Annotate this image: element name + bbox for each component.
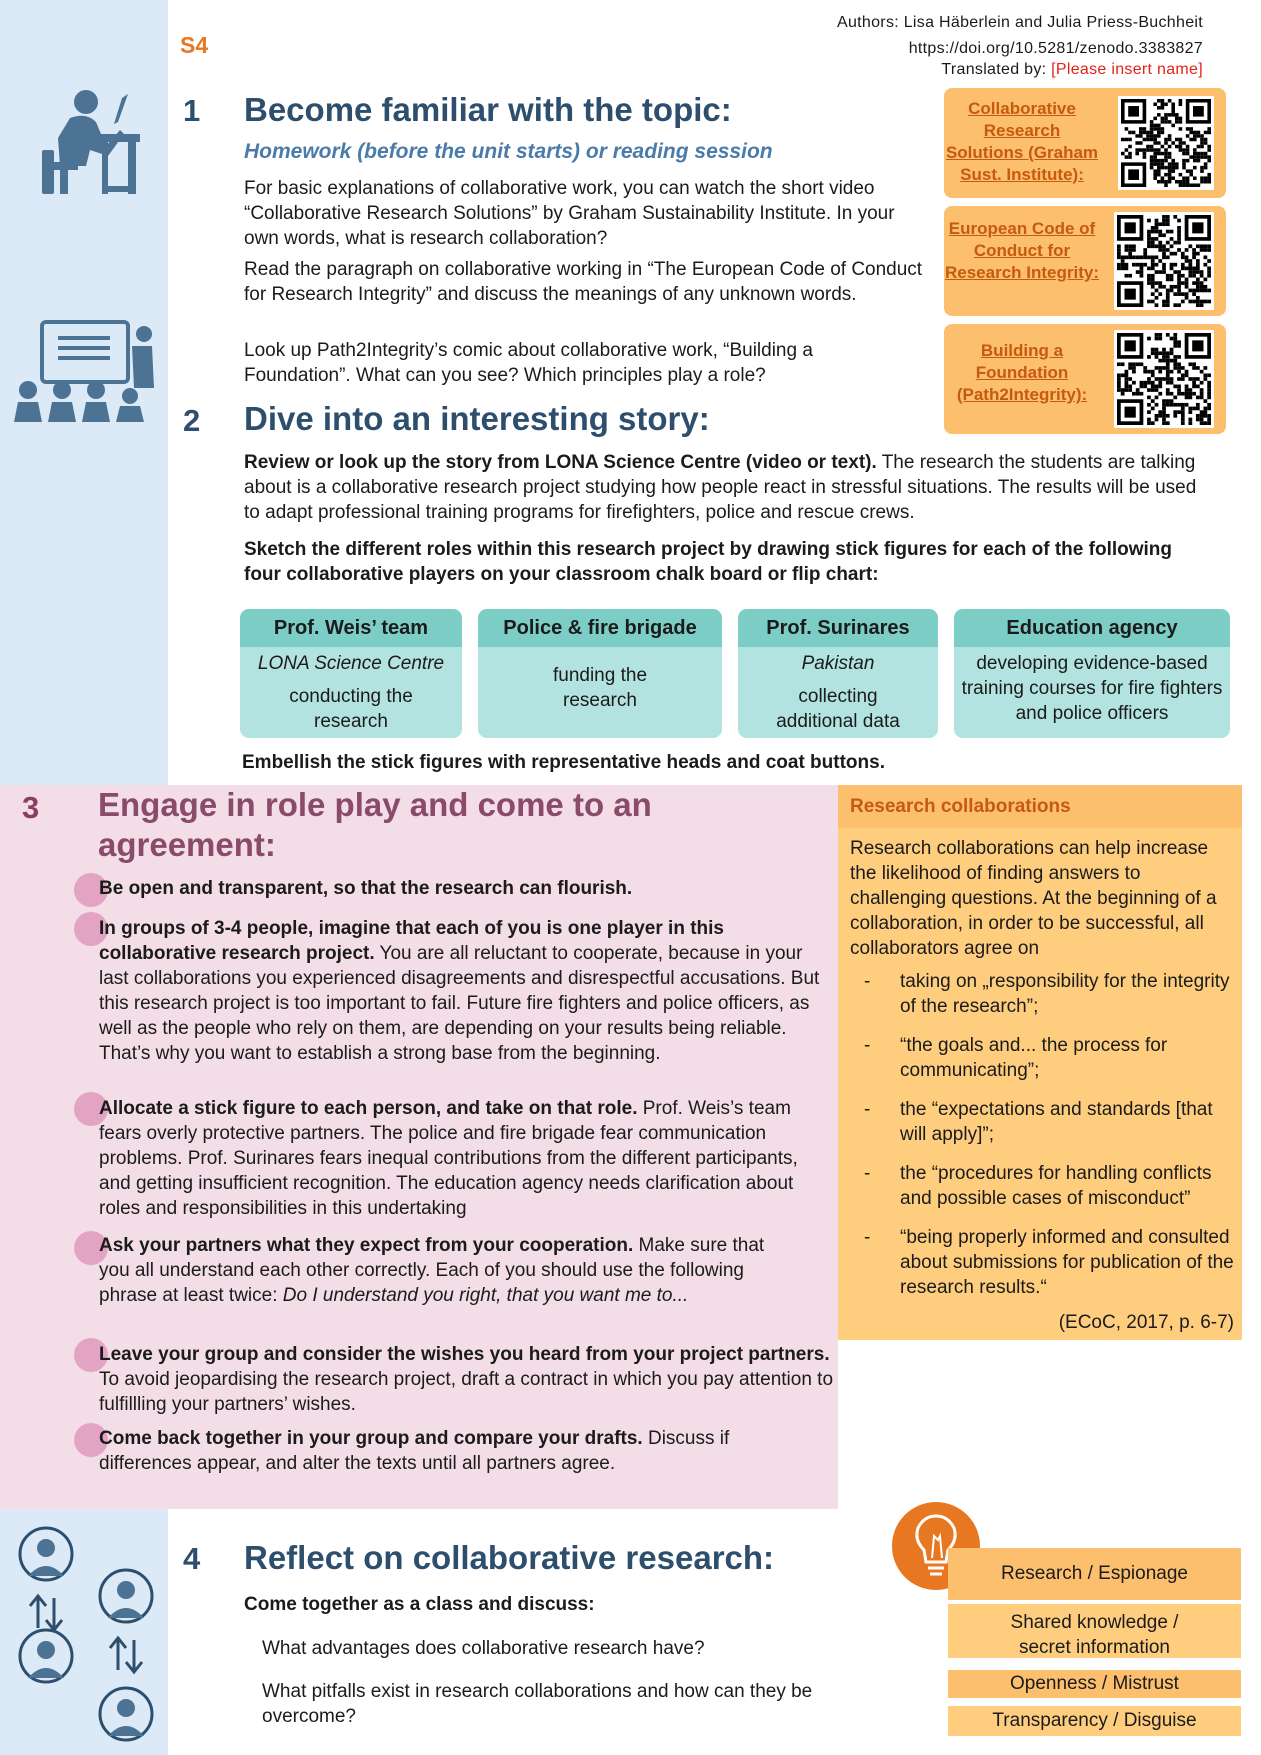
bullet-text: Discuss if differences appear, and alter the texts until all partners agree. bbox=[99, 1428, 730, 1474]
collab-item-text: the “procedures for handling conflicts and possible cases of misconduct” bbox=[900, 1163, 1212, 1209]
bullet-text: Make sure that you all understand each other correctly. Each of you should use the following phrase at least twice: bbox=[99, 1235, 765, 1306]
collab-item-text: taking on „responsibility for the integrity of the research”; bbox=[900, 971, 1230, 1017]
presentation-board-audience-icon bbox=[10, 318, 156, 422]
collab-item-text: “the goals and... the process for communicating”; bbox=[900, 1035, 1168, 1081]
bullet-bold: Ask your partners what they expect from your cooperation. bbox=[99, 1235, 634, 1256]
citation: (ECoC, 2017, p. 6-7) bbox=[1058, 1312, 1234, 1333]
list-dash: - bbox=[864, 1099, 871, 1120]
discussion-question: What advantages does collaborative research have? bbox=[262, 1638, 705, 1659]
bullet-bold: Allocate a stick figure to each person, and take on that role. bbox=[99, 1098, 638, 1119]
section3-bullet bbox=[99, 1096, 834, 1221]
section2-intro-text: The research the students are talking about is a collaborative research project studying how people react in stressful situations. The results will be used to adapt professional training programs for firefighters, police and rescue crews. bbox=[244, 452, 1197, 523]
section3-bullet bbox=[99, 916, 834, 1066]
authors-line: Authors: Lisa Häberlein and Julia Priess-Buchheit bbox=[837, 14, 1203, 31]
bullet-text: Prof. Weis’s team fears overly protective partners. The police and fire brigade fear communication problems. Prof. Surinares fears inequal contributions from the different participants, and getting insufficient recognition. The education agency needs clarification about roles and responsibilities in this undertaking bbox=[99, 1098, 798, 1219]
research-collaborations-title: Research collaborations bbox=[838, 785, 1242, 828]
sheet-code: S4 bbox=[180, 32, 209, 58]
qr-link-label[interactable]: Building a Foundation (Path2Integrity): bbox=[956, 341, 1088, 404]
contrast-pair: Shared knowledge / secret information bbox=[948, 1604, 1241, 1658]
bullet-bold: Leave your group and consider the wishes you heard from your project partners. bbox=[99, 1344, 830, 1365]
role-card-place: Pakistan bbox=[801, 653, 875, 674]
research-collaborations-box bbox=[838, 785, 1242, 1340]
qr-code-icon bbox=[1114, 212, 1214, 310]
qr-card[interactable] bbox=[944, 206, 1226, 316]
role-card-title: Education agency bbox=[954, 609, 1230, 647]
section1-subtitle: Homework (before the unit starts) or reading session bbox=[244, 140, 773, 163]
role-card bbox=[240, 609, 462, 738]
section3-bullet bbox=[99, 1426, 799, 1476]
list-dash: - bbox=[864, 1227, 871, 1248]
student-at-desk-icon bbox=[28, 88, 140, 196]
section2-number: 2 bbox=[183, 403, 201, 438]
section4-title: Reflect on collaborative research: bbox=[244, 1539, 775, 1576]
list-dash: - bbox=[864, 1035, 871, 1056]
section1-number: 1 bbox=[183, 93, 201, 128]
section2-embellish-note: Embellish the stick figures with representative heads and coat buttons. bbox=[242, 752, 885, 773]
section2-intro-bold: Review or look up the story from LONA Science Centre (video or text). bbox=[244, 452, 877, 473]
contrast-pair: Research / Espionage bbox=[948, 1548, 1241, 1600]
section3-title: Engage in role play and come to an agreement: bbox=[98, 786, 652, 863]
list-dash: - bbox=[864, 1163, 871, 1184]
contrast-pair: Transparency / Disguise bbox=[948, 1706, 1241, 1736]
section3-bullet bbox=[99, 876, 834, 901]
section3-bullet bbox=[99, 1342, 834, 1417]
doi-link[interactable]: https://doi.org/10.5281/zenodo.3383827 bbox=[908, 40, 1203, 57]
list-dash: - bbox=[864, 971, 871, 992]
contrast-pair: Openness / Mistrust bbox=[948, 1670, 1241, 1698]
section3-bullet bbox=[99, 1233, 767, 1308]
bullet-text: To avoid jeopardising the research project, draft a contract in which you pay attention to fulfillling your partners’ wishes. bbox=[99, 1369, 834, 1415]
translated-value: [Please insert name] bbox=[1051, 61, 1203, 78]
translated-line bbox=[941, 61, 1203, 79]
bullet-bold: In groups of 3-4 people, imagine that each of you is one player in this collaborative research project. bbox=[99, 918, 724, 964]
bullet-text: You are all reluctant to cooperate, because in your last collaborations you experienced disagreements and disrespectful accusations. But this research project is too important to fail. Future fire fighters and police officers, as well as the people who rely on them, are depending on your results being reliable. That’s why you want to establish a strong base from the beginning. bbox=[99, 943, 820, 1064]
section1-paragraph: Look up Path2Integrity’s comic about collaborative work, “Building a Foundation”. What can you see? Which principles play a role? bbox=[244, 340, 813, 386]
role-card-task: funding the research bbox=[552, 665, 648, 711]
role-card bbox=[478, 609, 722, 738]
role-card-title: Police & fire brigade bbox=[478, 609, 722, 647]
section4-number: 4 bbox=[183, 1541, 201, 1576]
qr-card[interactable] bbox=[944, 88, 1226, 198]
qr-link-label[interactable]: Collaborative Research Solutions (Graham Sust. Institute): bbox=[945, 99, 1099, 184]
section2-sketch-instruction: Sketch the different roles within this research project by drawing stick figures for each of the following four collaborative players on your classroom chalk board or flip chart: bbox=[244, 539, 1173, 585]
role-card-task: developing evidence-based training courses for fire fighters and police officers bbox=[961, 653, 1223, 724]
section1-paragraph: For basic explanations of collaborative work, you can watch the short video “Collaborative Research Solutions” by Graham Sustainability Institute. In your own words, what is research collaboration? bbox=[244, 178, 895, 249]
bullet-italic: Do I understand you right, that you want me to... bbox=[282, 1285, 689, 1306]
role-card-title: Prof. Surinares bbox=[738, 609, 938, 647]
collab-item-text: the “expectations and standards [that will apply]”; bbox=[900, 1099, 1213, 1145]
role-card-task: collecting additional data bbox=[776, 686, 900, 732]
role-card-place: LONA Science Centre bbox=[257, 653, 445, 674]
role-card bbox=[954, 609, 1230, 738]
section3-number: 3 bbox=[22, 790, 40, 825]
role-card-task: conducting the research bbox=[289, 686, 413, 732]
collab-item-text: “being properly informed and consulted about submissions for publication of the research results.“ bbox=[900, 1227, 1234, 1298]
qr-code-icon bbox=[1114, 330, 1214, 428]
qr-link-label[interactable]: European Code of Conduct for Research Integrity: bbox=[945, 219, 1099, 282]
research-collaborations-intro: Research collaborations can help increase the likelihood of finding answers to challenging questions. At the beginning of a collaboration, in order to be successful, all collaborators agree on bbox=[850, 838, 1217, 959]
bullet-bold: Be open and transparent, so that the research can flourish. bbox=[99, 878, 633, 899]
qr-code-icon bbox=[1118, 96, 1214, 190]
role-card bbox=[738, 609, 938, 738]
section1-title: Become familiar with the topic: bbox=[244, 91, 732, 128]
section2-title: Dive into an interesting story: bbox=[244, 400, 710, 437]
qr-card[interactable] bbox=[944, 324, 1226, 434]
section1-paragraph: Read the paragraph on collaborative working in “The European Code of Conduct for Research Integrity” and discuss the meanings of any unknown words. bbox=[244, 259, 923, 305]
role-card-title: Prof. Weis’ team bbox=[240, 609, 462, 647]
discussion-question: What pitfalls exist in research collaborations and how can they be overcome? bbox=[262, 1681, 813, 1727]
people-exchange-icon bbox=[14, 1526, 164, 1750]
translated-label: Translated by: bbox=[941, 61, 1047, 78]
section2-intro bbox=[244, 450, 1209, 525]
section4-lead: Come together as a class and discuss: bbox=[244, 1594, 595, 1615]
bullet-bold: Come back together in your group and compare your drafts. bbox=[99, 1428, 643, 1449]
